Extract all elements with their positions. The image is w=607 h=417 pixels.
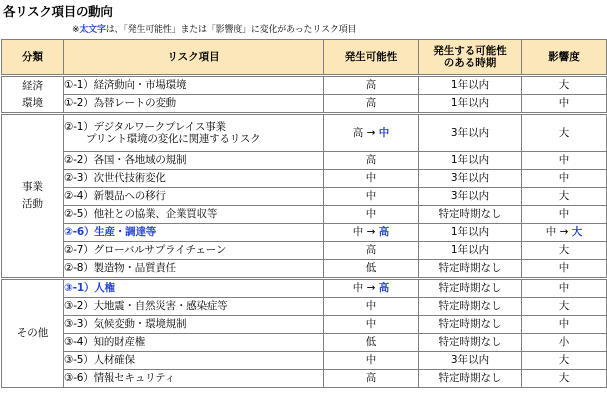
- change-arrow-icon: →: [559, 226, 569, 239]
- timing-cell: 特定時期なし: [419, 370, 522, 388]
- timing-cell: 特定時期なし: [419, 316, 522, 334]
- table-row: [2, 170, 607, 188]
- category-label: 事業: [22, 181, 43, 193]
- risk-item: ③-6）情報セキュリティ: [64, 370, 324, 388]
- risk-item: ③-1）人権: [64, 279, 324, 298]
- timing-cell: 1年以内: [419, 224, 522, 242]
- change-arrow-icon: →: [366, 226, 376, 239]
- category-label: 活動: [22, 198, 43, 210]
- change-arrow-icon: →: [366, 282, 376, 295]
- risk-item: ③-2）大地震・自然災害・感染症等: [64, 298, 324, 316]
- impact-cell: 中: [522, 152, 607, 170]
- impact-cell: 中: [522, 260, 607, 279]
- impact-cell: 大: [522, 298, 607, 316]
- column-header-impact: 影響度: [522, 40, 607, 76]
- impact-cell: 大: [522, 352, 607, 370]
- column-header-category: 分類: [2, 40, 64, 76]
- table-row: [2, 152, 607, 170]
- risk-item: ③-5）人材確保: [64, 352, 324, 370]
- impact-cell: 中: [522, 170, 607, 188]
- timing-cell: 1年以内: [419, 95, 522, 114]
- likelihood-to: 高: [378, 226, 390, 239]
- legend-note: [72, 22, 356, 35]
- likelihood-to: 高: [378, 282, 390, 295]
- impact-cell: 大: [522, 188, 607, 206]
- risk-item: ②-7）グローバルサプライチェーン: [64, 242, 324, 260]
- risk-table: [1, 39, 607, 388]
- likelihood-cell: 中: [324, 206, 419, 224]
- timing-cell: 特定時期なし: [419, 298, 522, 316]
- risk-item: [64, 114, 324, 152]
- note-emphasis: 太文字: [79, 25, 106, 35]
- table-row: [2, 370, 607, 388]
- impact-cell: 小: [522, 334, 607, 352]
- risk-item: ①-2）為替レートの変動: [64, 95, 324, 114]
- impact-cell: 大: [522, 370, 607, 388]
- likelihood-cell: 低: [324, 260, 419, 279]
- table-row: [2, 298, 607, 316]
- risk-item-line1: ②-1）デジタルワークプレイス事業: [64, 120, 226, 133]
- likelihood-cell: 中: [324, 298, 419, 316]
- impact-from: 中: [545, 226, 557, 239]
- likelihood-cell: 低: [324, 334, 419, 352]
- likelihood-cell: [324, 279, 419, 298]
- table-row: [2, 76, 607, 95]
- timing-cell: 1年以内: [419, 242, 522, 260]
- category-label: 環境: [22, 96, 43, 109]
- table-row-highlighted: [2, 279, 607, 298]
- table-header-row: [2, 40, 607, 76]
- table-row: [2, 95, 607, 114]
- table-row: [2, 316, 607, 334]
- timing-cell: 特定時期なし: [419, 206, 522, 224]
- category-other: [2, 279, 64, 388]
- likelihood-cell: 中: [324, 170, 419, 188]
- risk-item: ②-5）他社との協業、企業買収等: [64, 206, 324, 224]
- timing-cell: 特定時期なし: [419, 260, 522, 279]
- risk-item: ②-2）各国・各地域の規制: [64, 152, 324, 170]
- likelihood-from: 中: [352, 226, 364, 239]
- likelihood-from: 高: [352, 126, 364, 139]
- likelihood-from: 中: [352, 282, 364, 295]
- likelihood-cell: 高: [324, 152, 419, 170]
- impact-cell: 大: [522, 114, 607, 152]
- timing-cell: 3年以内: [419, 170, 522, 188]
- risk-item: ①-1）経済動向・市場環境: [64, 76, 324, 95]
- table-row: [2, 206, 607, 224]
- likelihood-cell: 高: [324, 95, 419, 114]
- timing-cell: 1年以内: [419, 76, 522, 95]
- likelihood-cell: 中: [324, 352, 419, 370]
- likelihood-cell: [324, 114, 419, 152]
- likelihood-cell: 中: [324, 316, 419, 334]
- likelihood-cell: 高: [324, 370, 419, 388]
- likelihood-cell: [324, 224, 419, 242]
- impact-to: 大: [571, 226, 583, 239]
- risk-item: ②-4）新製品への移行: [64, 188, 324, 206]
- likelihood-cell: 高: [324, 76, 419, 95]
- timing-cell: 3年以内: [419, 352, 522, 370]
- column-header-item: リスク項目: [64, 40, 324, 76]
- column-header-timing: [419, 40, 522, 76]
- impact-cell: 中: [522, 279, 607, 298]
- timing-cell: 1年以内: [419, 152, 522, 170]
- impact-cell: 中: [522, 95, 607, 114]
- timing-header-line1: 発生する可能性: [433, 44, 507, 57]
- risk-item: ③-4）知的財産権: [64, 334, 324, 352]
- table-row-highlighted: [2, 224, 607, 242]
- note-text: は、「発生可能性」または「影響度」に変化があったリスク項目: [105, 25, 357, 35]
- risk-item: ③-3）気候変動・環境規制: [64, 316, 324, 334]
- impact-cell: 大: [522, 242, 607, 260]
- timing-cell: 3年以内: [419, 114, 522, 152]
- impact-cell: 大: [522, 76, 607, 95]
- risk-item: ②-6）生産・調達等: [64, 224, 324, 242]
- category-label: 経済: [22, 79, 43, 92]
- category-economy: [2, 76, 64, 114]
- change-arrow-icon: →: [366, 126, 376, 139]
- category-business: [2, 114, 64, 279]
- note-prefix: ※: [72, 25, 80, 35]
- timing-cell: 3年以内: [419, 188, 522, 206]
- likelihood-cell: 中: [324, 188, 419, 206]
- impact-cell: 中: [522, 316, 607, 334]
- table-row: [2, 242, 607, 260]
- timing-cell: 特定時期なし: [419, 334, 522, 352]
- table-row: [2, 260, 607, 279]
- risk-item: ②-3）次世代技術変化: [64, 170, 324, 188]
- column-header-likelihood: 発生可能性: [324, 40, 419, 76]
- table-row: [2, 334, 607, 352]
- likelihood-to: 中: [378, 126, 390, 139]
- table-row: [2, 114, 607, 152]
- table-row: [2, 188, 607, 206]
- category-label: その他: [16, 327, 49, 339]
- page-title: 各リスク項目の動向: [3, 4, 113, 19]
- timing-header-line2: のある時期: [443, 57, 497, 69]
- table-row: [2, 352, 607, 370]
- impact-cell: 中: [522, 206, 607, 224]
- likelihood-cell: 高: [324, 242, 419, 260]
- risk-item-line2: プリント環境の変化に関連するリスク: [86, 133, 261, 145]
- timing-cell: 特定時期なし: [419, 279, 522, 298]
- risk-item: ②-8）製造物・品質責任: [64, 260, 324, 279]
- impact-cell: [522, 224, 607, 242]
